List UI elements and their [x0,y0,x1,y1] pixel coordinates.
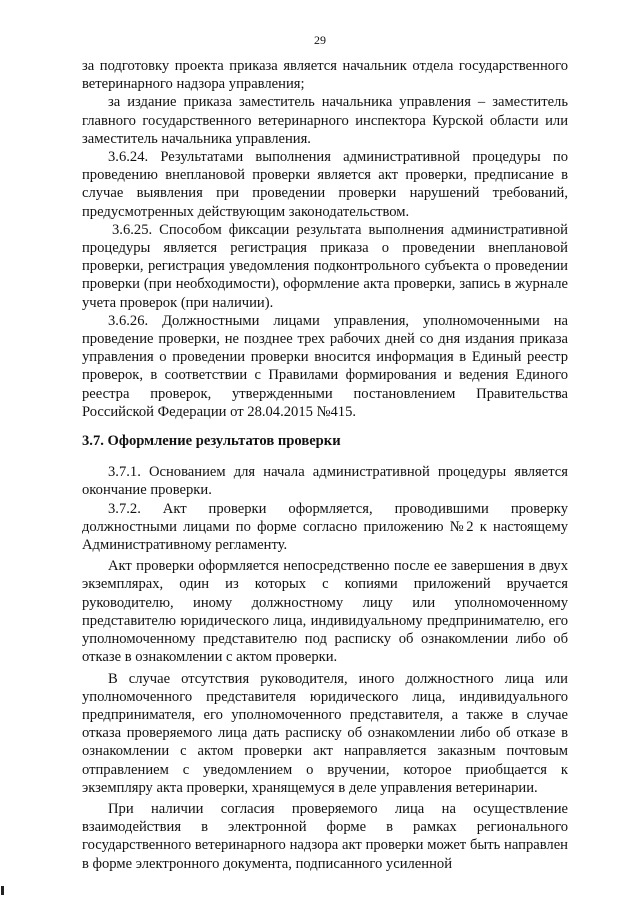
paragraph-3-7-1: 3.7.1. Основанием для начала административной процедуры является окончание проверки. [82,464,568,499]
scan-edge-mark [1,886,4,895]
paragraph-3-7-2: 3.7.2. Акт проверки оформляется, проводившими проверку должностными лицами по форме согласно приложению №2 к настоящему Административному регламенту. [82,500,568,554]
section-heading-3-7: 3.7. Оформление результатов проверки [82,433,341,450]
page-number: 29 [314,33,326,47]
paragraph-electronic-form: При наличии согласия проверяемого лица на осуществление взаимодействия в электронной форме в рамках регионального государственного ветеринарного надзора акт проверки может быть направлен в форме электронного документа, подписанного усиленной [82,800,568,872]
document-body [82,57,568,873]
paragraph-3-6-24: 3.6.24. Результатами выполнения административной процедуры по проведению внеплановой проверки является акт проверки, предписание в случае выявления при проведении проверки нарушений требований, предусмотренных действующим законодательством. [82,149,568,220]
paragraph-absence-case: В случае отсутствия руководителя, иного должностного лица или уполномоченного представителя юридического лица, индивидуального предпринимателя, его уполномоченного представителя, а также в случае отказа проверяемого лица дать расписку об ознакомлении либо об отказе в ознакомлении с актом проверки акт направляется заказным почтовым отправлением с уведомлением о вручении, которое приобщается к экземпляру акта проверки, хранящемуся в деле управления ветеринарии. [82,670,568,796]
paragraph-3-6-25: 3.6.25. Способом фиксации результата выполнения административной процедуры является регистрация приказа о проведении внеплановой проверки, регистрация уведомления подконтрольного субъекта о проведении проверки (при необходимости), оформление акта проверки, запись в журнале учета проверок (при наличии). [82,221,568,311]
paragraph-act-execution: Акт проверки оформляется непосредственно после ее завершения в двух экземплярах, один из которых с копиями приложений вручается руководителю, иному должностному лицу или уполномоченному представителю юридического лица, индивидуальному предпринимателю, его уполномоченному представителю под расписку об ознакомлении либо об отказе в ознакомлении с актом проверки. [82,558,568,666]
paragraph-preparation-responsible: за подготовку проекта приказа является начальник отдела государственного ветеринарного надзора управления; [82,58,568,93]
paragraph-issuance-responsible: за издание приказа заместитель начальника управления – заместитель главного государственного ветеринарного инспектора Курской области или заместитель начальника управления. [82,94,568,147]
paragraph-3-6-26: 3.6.26. Должностными лицами управления, уполномоченными на проведение проверки, не позднее трех рабочих дней со дня издания приказа управления о проведении проверки вносится информация в Единый реестр проверок, в соответствии с Правилами формирования и ведения Единого реестра проверок, утвержденными постановлением Правительства Российской Федерации от 28.04.2015 №415. [82,312,568,420]
